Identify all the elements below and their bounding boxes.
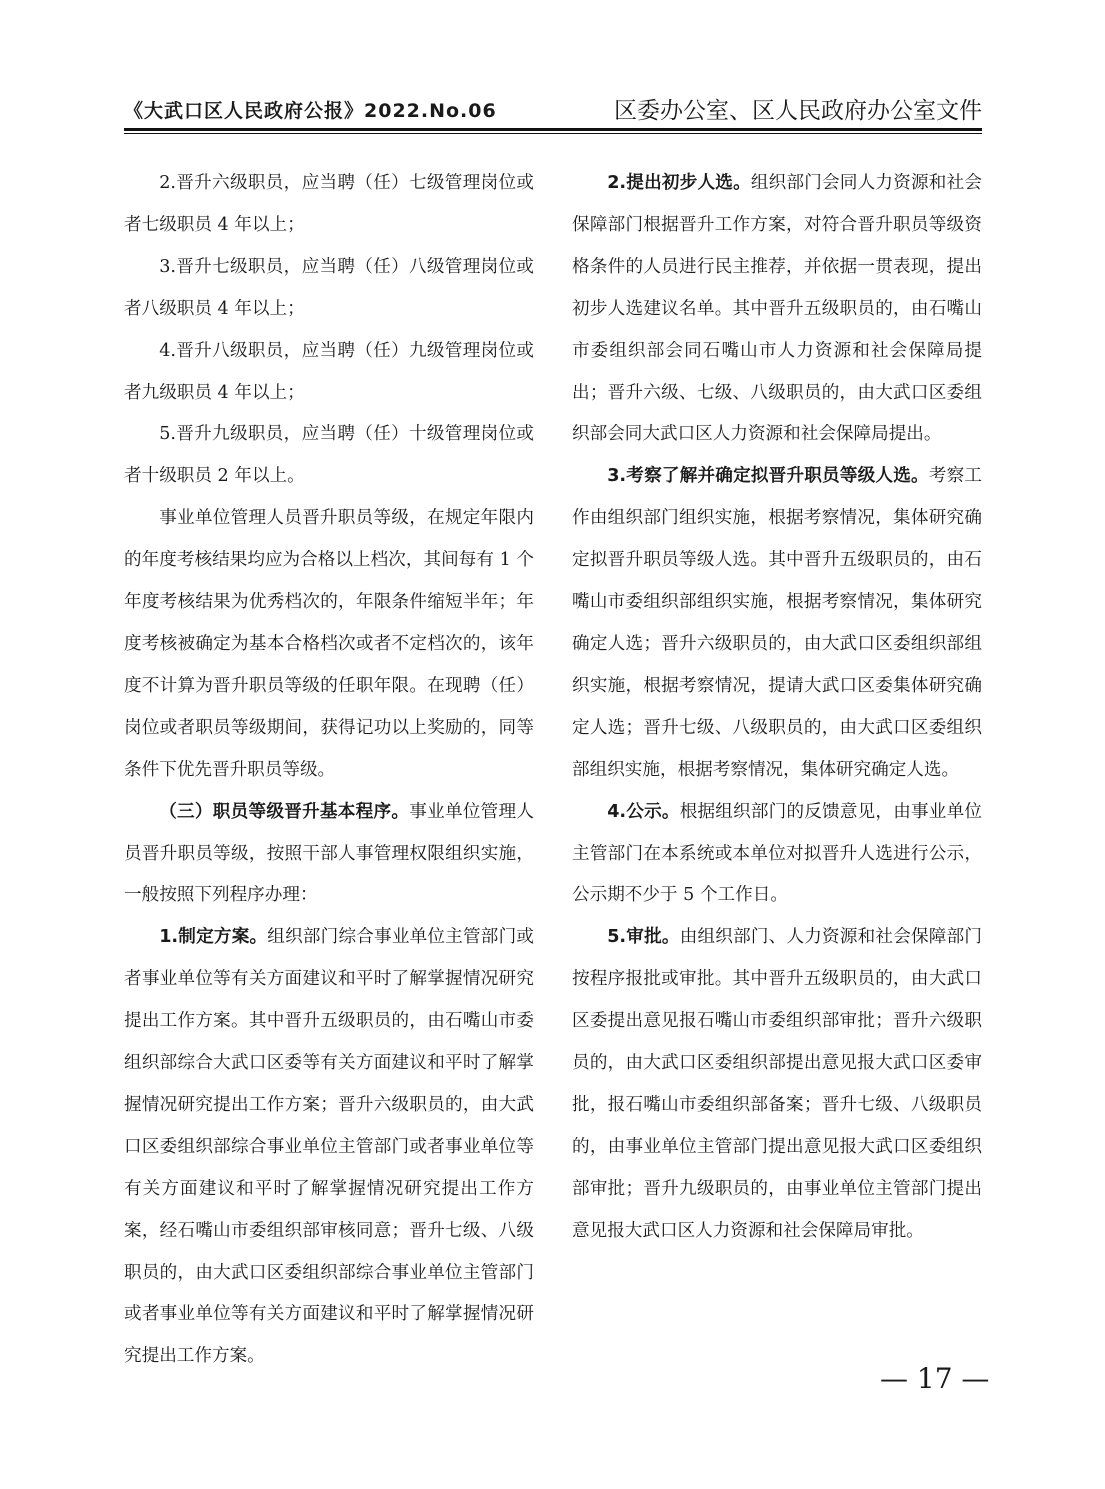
- paragraph: [572, 917, 982, 1252]
- paragraph: [572, 792, 982, 918]
- bulletin-title: 《大武口区人民政府公报》2022.No.06: [124, 100, 497, 122]
- paragraph: [572, 163, 982, 456]
- header-rule-thick: [124, 128, 982, 131]
- step-heading: 5.审批。: [607, 927, 680, 948]
- paragraph-body: 组织部门会同人力资源和社会保障部门根据晋升工作方案，对符合晋升职员等级资格条件的人员进行民主推荐，并依据一贯表现，提出初步人选建议名单。其中晋升五级职员的，由石嘴山市委组织部会同石嘴山市人力资源和社会保障局提出；晋升六级、七级、八级职员的，由大武口区委组织部会同大武口区人力资源和社会保障局提出。: [572, 173, 982, 445]
- paragraph-body: 根据组织部门的反馈意见，由事业单位主管部门在本系统或本单位对拟晋升人选进行公示，公示期不少于 5 个工作日。: [572, 801, 982, 906]
- step-heading: 1.制定方案。: [159, 927, 268, 948]
- paragraph: 3.晋升七级职员，应当聘（任）八级管理岗位或者八级职员 4 年以上；: [124, 256, 534, 319]
- step-heading: 2.提出初步人选。: [607, 173, 751, 193]
- paragraph: 4.晋升八级职员，应当聘（任）九级管理岗位或者九级职员 4 年以上；: [124, 340, 534, 403]
- header-rule-thin: [124, 133, 982, 134]
- paragraph-body: 组织部门综合事业单位主管部门或者事业单位等有关方面建议和平时了解掌握情况研究提出工作方案。其中晋升五级职员的，由石嘴山市委组织部综合大武口区委等有关方面建议和平时了解掌握情况研究提出工作方案；晋升六级职员的，由大武口区委组织部综合事业单位主管部门或者事业单位等有关方面建议和平时了解掌握情况研究提出工作方案，经石嘴山市委组织部审核同意；晋升七级、八级职员的，由大武口区委组织部综合事业单位主管部门或者事业单位等有关方面建议和平时了解掌握情况研究提出工作方案。: [124, 927, 534, 1367]
- step-heading: 3.考察了解并确定拟晋升职员等级人选。: [607, 466, 929, 487]
- left-column: [124, 163, 534, 1378]
- paragraph-body: 考察工作由组织部门组织实施，根据考察情况，集体研究确定拟晋升职员等级人选。其中晋升五级职员的，由石嘴山市委组织部组织实施，根据考察情况，集体研究确定人选；晋升六级职员的，由大武口区委组织部组织实施，根据考察情况，提请大武口区委集体研究确定人选；晋升七级、八级职员的，由大武口区委组织部组织实施，根据考察情况，集体研究确定人选。: [572, 466, 982, 780]
- paragraph: [124, 917, 534, 1378]
- step-heading: 4.公示。: [607, 801, 680, 822]
- paragraph: [572, 456, 982, 791]
- paragraph-body: 由组织部门、人力资源和社会保障部门按程序报批或审批。其中晋升五级职员的，由大武口区委提出意见报石嘴山市委组织部审批；晋升六级职员的，由大武口区委组织部提出意见报大武口区委审批，报石嘴山市委组织部备案；晋升七级、八级职员的，由事业单位主管部门提出意见报大武口区委组织部审批；晋升九级职员的，由事业单位主管部门提出意见报大武口区人力资源和社会保障局审批。: [572, 927, 982, 1241]
- paragraph: 5.晋升九级职员，应当聘（任）十级管理岗位或者十级职员 2 年以上。: [124, 424, 534, 487]
- paragraph: 事业单位管理人员晋升职员等级，在规定年限内的年度考核结果均应为合格以上档次，其间每有 1 个年度考核结果为优秀档次的，年限条件缩短半年；年度考核被确定为基本合格档次或者不定档次的，该年度不计算为晋升职员等级的任职年限。在现聘（任）岗位或者职员等级期间，获得记功以上奖励的，同等条件下优先晋升职员等级。: [124, 508, 534, 780]
- paragraph: [124, 792, 534, 918]
- document-category: 区委办公室、区人民政府办公室文件: [614, 98, 982, 124]
- section-heading: （三）职员等级晋升基本程序。: [159, 801, 410, 822]
- page-header: [124, 92, 982, 128]
- paragraph: 2.晋升六级职员，应当聘（任）七级管理岗位或者七级职员 4 年以上；: [124, 173, 534, 235]
- page-number: — 17 —: [880, 1362, 990, 1395]
- paragraph-body: 事业单位管理人员晋升职员等级，按照干部人事管理权限组织实施，一般按照下列程序办理：: [124, 801, 534, 906]
- right-column: [572, 163, 982, 1253]
